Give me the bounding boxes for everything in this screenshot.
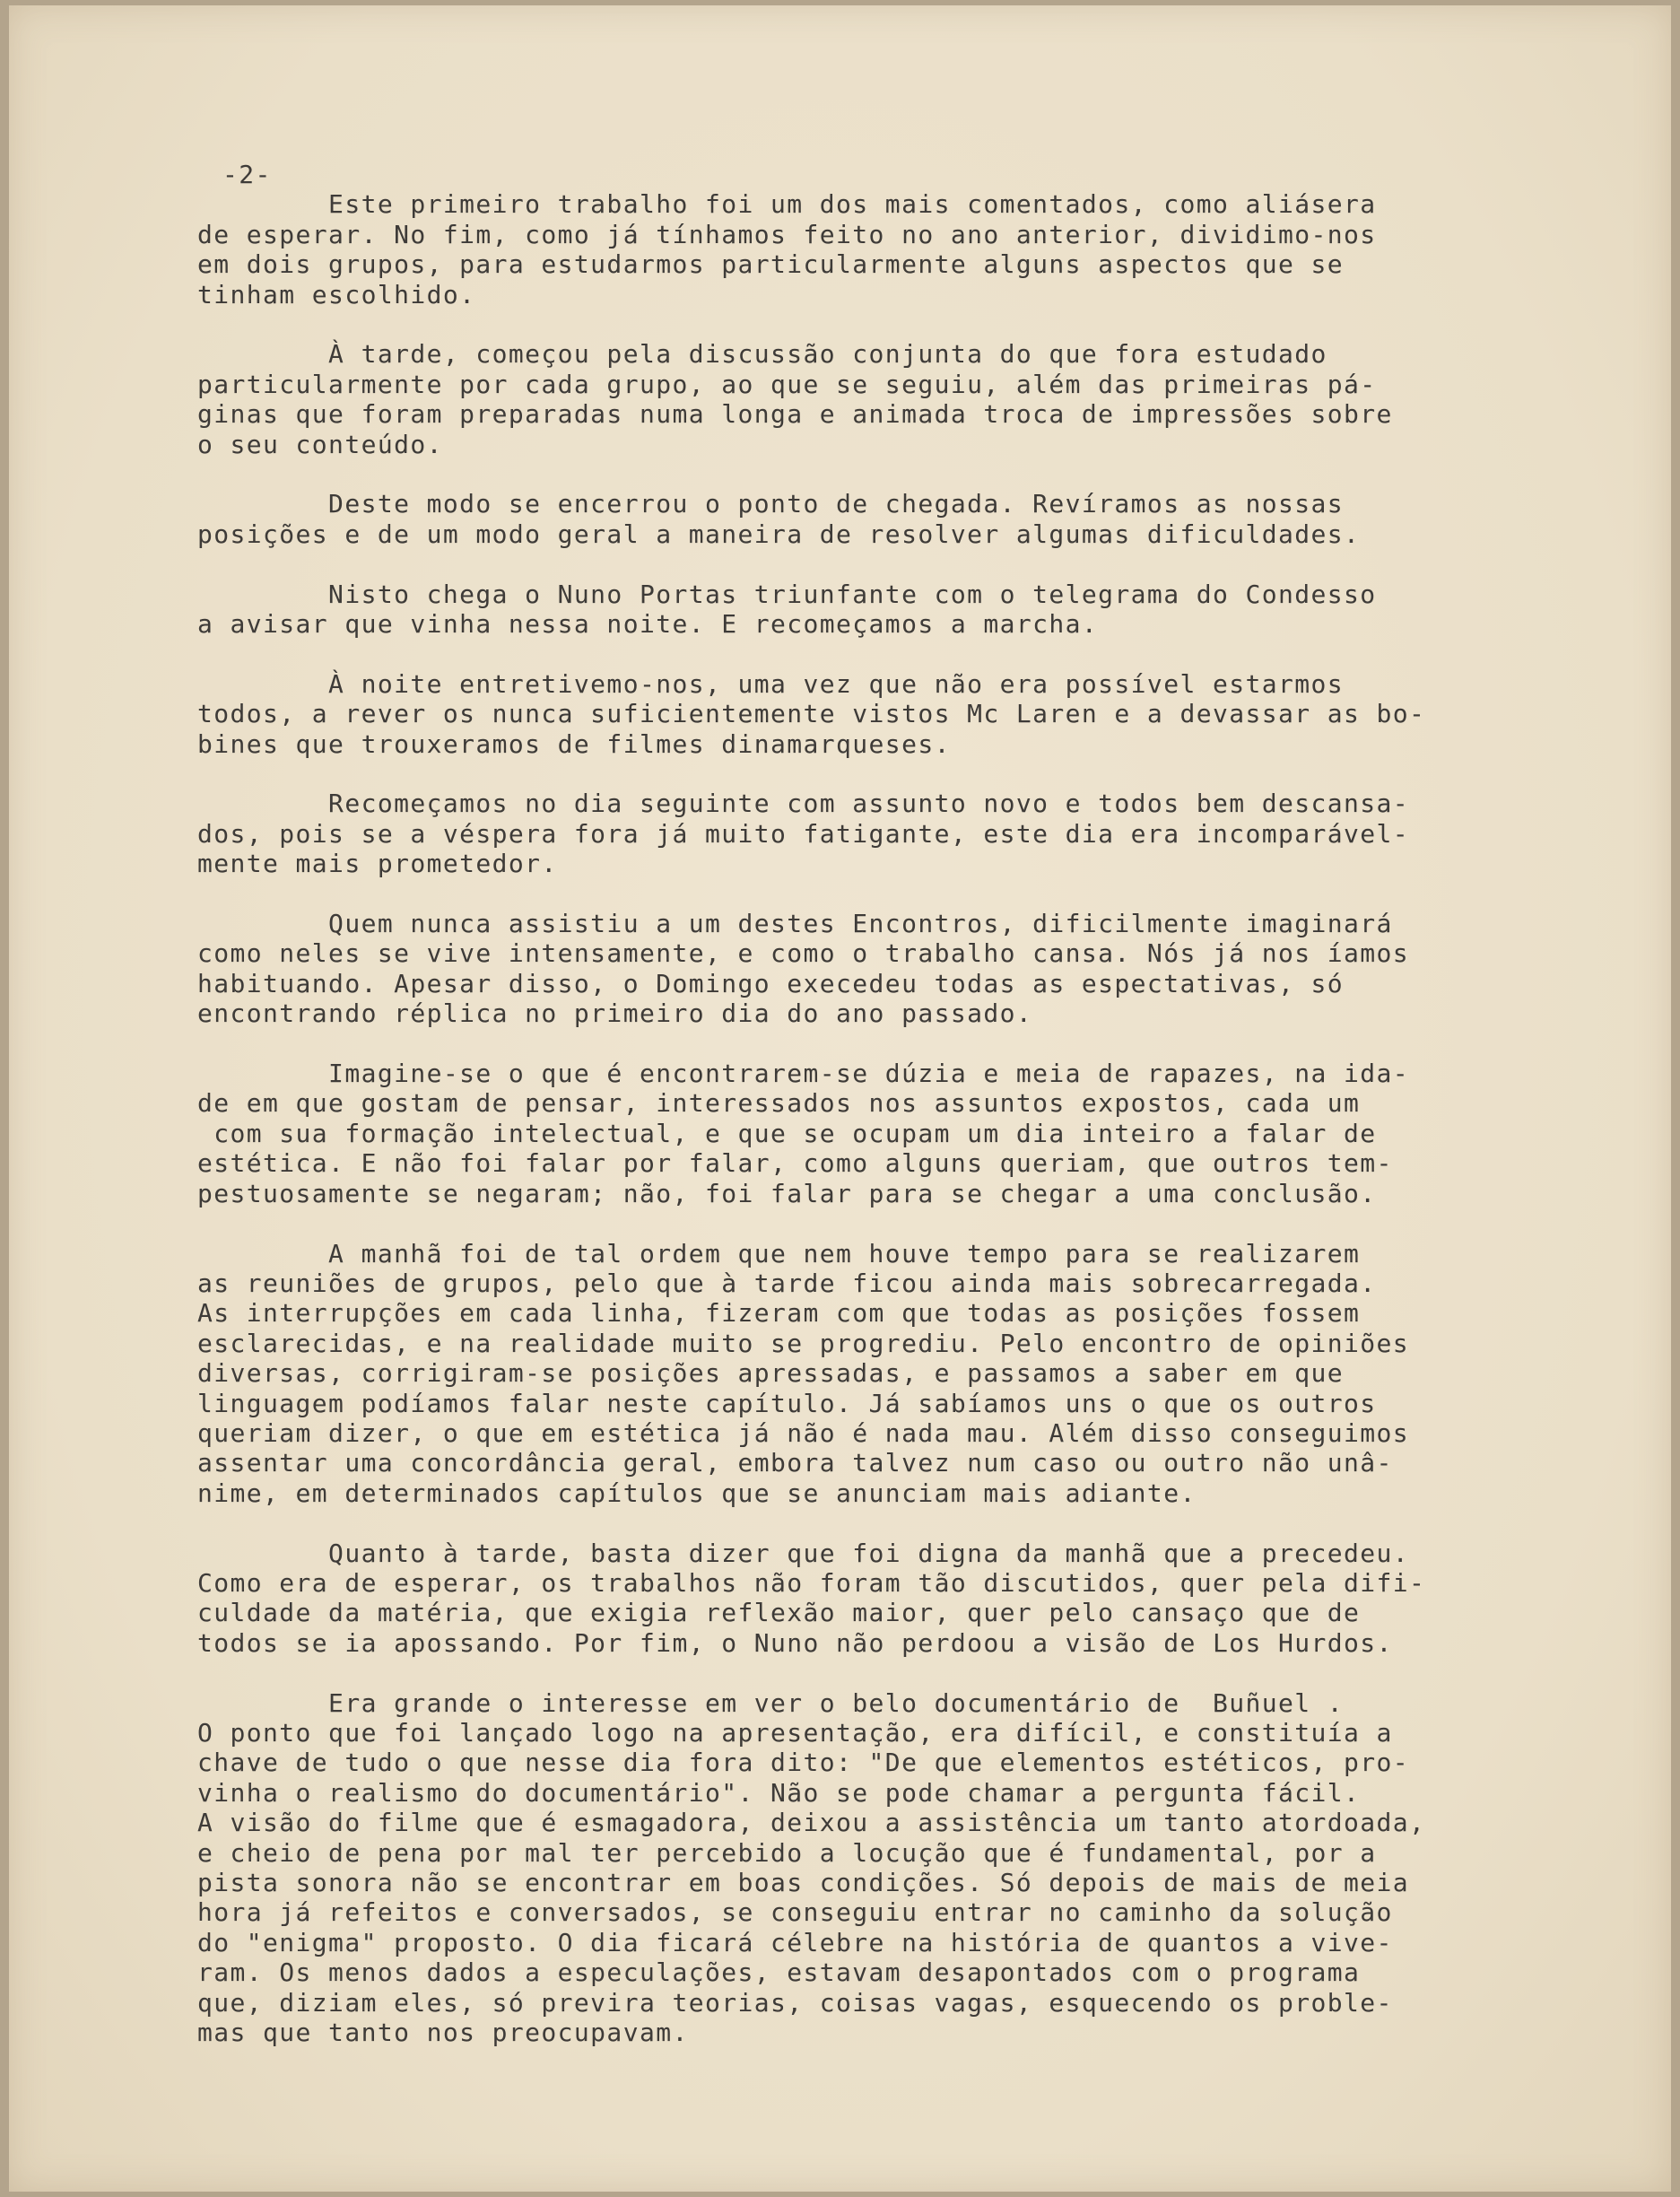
text-line: A visão do filme que é esmagadora, deixou a assistência um tanto atordoada, [197, 1808, 1426, 1838]
text-line: hora já refeitos e conversados, se conseguiu entrar no caminho da solução [197, 1897, 1393, 1928]
text-line: como neles se vive intensamente, e como o trabalho cansa. Nós já nos íamos [197, 938, 1410, 969]
text-line: ginas que foram preparadas numa longa e animada troca de impressões sobre [197, 399, 1393, 430]
text-line: e cheio de pena por mal ter percebido a locução que é fundamental, por a [197, 1837, 1377, 1868]
text-line: bines que trouxeramos de filmes dinamarqueses. [197, 728, 951, 759]
paragraph-8 [197, 1059, 1570, 1208]
paragraph-5 [197, 669, 1570, 759]
text-line: nime, em determinados capítulos que se anunciam mais adiante. [197, 1478, 1197, 1508]
text-line: que, diziam eles, só previra teorias, coisas vagas, esquecendo os proble- [197, 1987, 1393, 2018]
text-line: do "enigma" proposto. O dia ficará célebre na história de quantos a vive- [197, 1927, 1393, 1957]
text-line: A manhã foi de tal ordem que nem houve tempo para se realizarem [197, 1238, 1361, 1269]
text-line: À noite entretivemo-nos, uma vez que não era possível estarmos [197, 668, 1345, 699]
text-line: todos, a rever os nunca suficientemente vistos Mc Laren e a devassar as bo- [197, 699, 1426, 729]
text-line: pestuosamente se negaram; não, foi falar para se chegar a uma conclusão. [197, 1178, 1377, 1208]
paragraph-10 [197, 1539, 1570, 1659]
text-line: dos, pois se a véspera fora já muito fatigante, este dia era incomparável- [197, 818, 1410, 849]
page-number: -2- [222, 160, 272, 189]
paragraph-2 [197, 339, 1570, 459]
text-line: Quanto à tarde, basta dizer que foi digna da manhã que a precedeu. [197, 1538, 1410, 1568]
text-line: com sua formação intelectual, e que se ocupam um dia inteiro a falar de [197, 1118, 1377, 1148]
text-line: chave de tudo o que nesse dia fora dito: "De que elementos estéticos, pro- [197, 1748, 1410, 1778]
text-line: as reuniões de grupos, pelo que à tarde ficou ainda mais sobrecarregada. [197, 1268, 1377, 1298]
text-line: tinham escolhido. [197, 279, 476, 309]
paragraph-11 [197, 1688, 1570, 2048]
text-line: estética. E não foi falar por falar, como alguns queriam, que outros tem- [197, 1148, 1393, 1179]
paragraph-7 [197, 909, 1570, 1029]
text-line: Era grande o interesse em ver o belo documentário de Buñuel . [197, 1687, 1345, 1718]
text-line: linguagem podíamos falar neste capítulo. Já sabíamos uns o que os outros [197, 1388, 1377, 1418]
text-line: mente mais prometedor. [197, 849, 558, 879]
text-line: O ponto que foi lançado logo na apresentação, era difícil, e constituía a [197, 1717, 1393, 1748]
text-line: À tarde, começou pela discussão conjunta do que fora estudado [197, 339, 1327, 370]
text-line: esclarecidas, e na realidade muito se progrediu. Pelo encontro de opiniões [197, 1328, 1410, 1358]
text-line: Deste modo se encerrou o ponto de chegada. Revíramos as nossas [197, 489, 1345, 519]
text-line: a avisar que vinha nessa noite. E recomeçamos a marcha. [197, 609, 1099, 640]
text-line: queriam dizer, o que em estética já não é nada mau. Além disso conseguimos [197, 1417, 1410, 1448]
text-line: Como era de esperar, os trabalhos não foram tão discutidos, quer pela difi- [197, 1567, 1426, 1598]
text-line: ram. Os menos dados a especulações, estavam desapontados com o programa [197, 1957, 1361, 1988]
text-line: diversas, corrigiram-se posições apressadas, e passamos a saber em que [197, 1358, 1345, 1389]
text-line: mas que tanto nos preocupavam. [197, 2018, 689, 2048]
text-line: todos se ia apossando. Por fim, o Nuno não perdoou a visão de Los Hurdos. [197, 1627, 1393, 1658]
paragraph-9 [197, 1239, 1570, 1509]
paragraph-6 [197, 789, 1570, 878]
text-line: encontrando réplica no primeiro dia do ano passado. [197, 998, 1033, 1029]
text-line: particularmente por cada grupo, ao que se seguiu, além das primeiras pá- [197, 369, 1377, 399]
text-line: pista sonora não se encontrar em boas condições. Só depois de mais de meia [197, 1868, 1410, 1897]
text-line: vinha o realismo do documentário". Não se pode chamar a pergunta fácil. [197, 1777, 1361, 1808]
document-body [197, 160, 1570, 2047]
text-line: Recomeçamos no dia seguinte com assunto novo e todos bem descansa- [197, 789, 1410, 819]
text-line: posições e de um modo geral a maneira de resolver algumas dificuldades. [197, 519, 1361, 549]
text-line: de esperar. No fim, como já tínhamos feito no ano anterior, dividimo-nos [197, 219, 1377, 249]
text-line: Imagine-se o que é encontrarem-se dúzia e meia de rapazes, na ida- [197, 1059, 1410, 1089]
text-line: Este primeiro trabalho foi um dos mais comentados, como aliásera [197, 189, 1377, 220]
text-line: Quem nunca assistiu a um destes Encontros, dificilmente imaginará [197, 909, 1393, 939]
text-line: culdade da matéria, que exigia reflexão maior, quer pelo cansaço que de [197, 1598, 1361, 1628]
text-line: As interrupções em cada linha, fizeram com que todas as posições fossem [197, 1298, 1361, 1329]
text-line: o seu conteúdo. [197, 429, 443, 459]
text-line: Nisto chega o Nuno Portas triunfante com o telegrama do Condesso [197, 579, 1377, 609]
text-line: habituando. Apesar disso, o Domingo execedeu todas as espectativas, só [197, 968, 1345, 998]
paragraph-3 [197, 489, 1570, 549]
text-line: assentar uma concordância geral, embora talvez num caso ou outro não unâ- [197, 1448, 1393, 1478]
paragraph-4 [197, 580, 1570, 640]
typewritten-page [9, 5, 1671, 2192]
text-line: de em que gostam de pensar, interessados nos assuntos expostos, cada um [197, 1088, 1361, 1119]
text-line: em dois grupos, para estudarmos particularmente alguns aspectos que se [197, 249, 1345, 280]
paragraph-1 [197, 189, 1570, 309]
